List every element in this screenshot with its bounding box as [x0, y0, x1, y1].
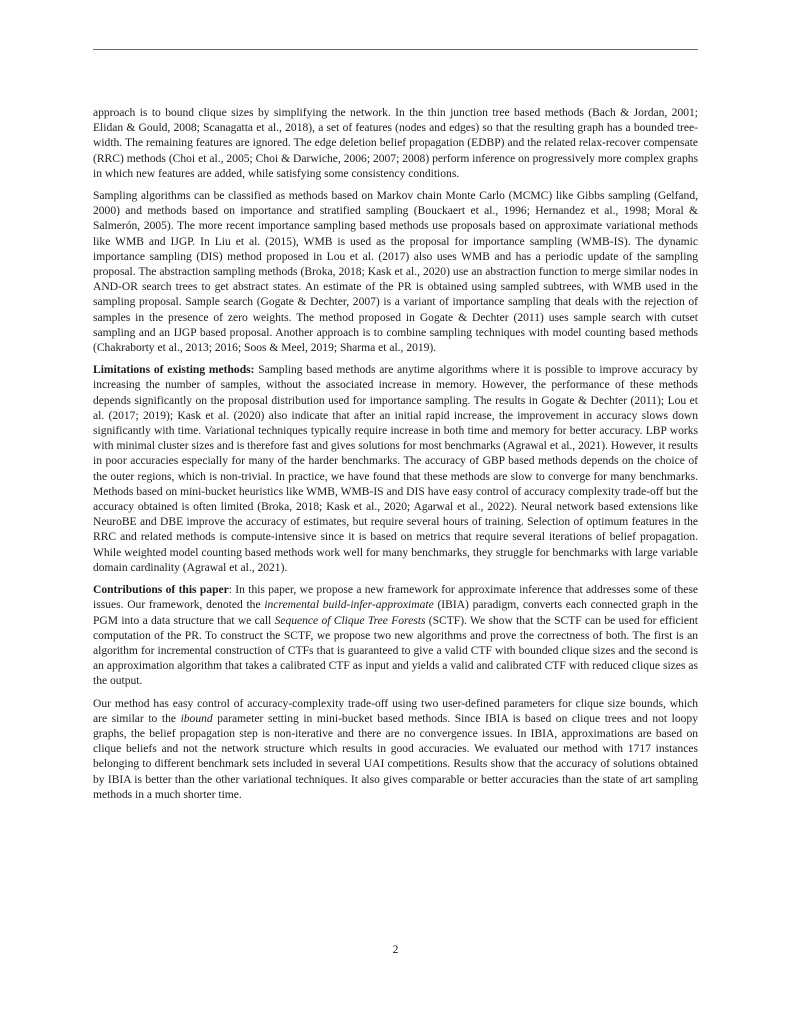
- paragraph-text: (IBIA) paradigm, converts each connected graph in the PGM into a data structure that we call: [93, 599, 698, 627]
- paragraph-text: (SCTF). We show that the SCTF can be used for efficient computation of the PR. To construct the SCTF, we propose two new algorithms and prove the correctness of both. The first is an algorithm for incremental construction of CTFs that is guaranteed to give a valid CTF with bounded clique sizes and the second is an approximation algorithm that takes a calibrated CTF as input and yields a valid and calibrated CTF with reduced clique sizes as the output.: [93, 614, 698, 688]
- paragraph-text: parameter setting in mini-bucket based methods. Since IBIA is based on clique trees and not loopy graphs, the belief propagation step is non-iterative and there are no convergence issues. In IBIA, approximations are based on clique beliefs and not the network structure which results in good accuracies. We evaluated our method with 1717 instances belonging to different benchmark sets included in several UAI competitions. Results show that the accuracy of solutions obtained by IBIA is better than the other variational techniques. It also gives comparable or better accuracies than the state of art sampling methods in a much shorter time.: [93, 712, 698, 801]
- paragraph-text: approach is to bound clique sizes by simplifying the network. In the thin junction tree based methods (Bach & Jordan, 2001; Elidan & Gould, 2008; Scanagatta et al., 2018), a set of features (nodes and edges) so that the resulting graph has a bounded tree-width. The remaining features are ignored. The edge deletion belief propagation (EDBP) and the related relax-recover compensate (RRC) methods (Choi et al., 2005; Choi & Darwiche, 2006; 2007; 2008) perform inference on progressively more complex graphs in which new features are added, while satisfying some consistency conditions.: [93, 107, 698, 180]
- paragraph-contributions: [93, 583, 698, 689]
- paragraph-text: Sampling based methods are anytime algorithms where it is possible to improve accuracy by increasing the number of samples, without the associated increase in memory. However, the performance of these methods depends significantly on the proposal distribution used for importance sampling. The results in Gogate & Dechter (2011); Lou et al. (2017; 2019); Kask et al. (2020) also indicate that after an initial rapid increase, the improvement in accuracy slows down significantly with time. Variational techniques typically require increase in both time and memory for better accuracy. LBP works with minimal cluster sizes and is therefore fast and gives solutions for most benchmarks (Agrawal et al., 2021). However, it results in poor accuracies especially for many of the harder benchmarks. The accuracy of GBP based methods depends on the choice of the outer regions, which is non-trivial. In practice, we have found that these methods are slow to converge for many benchmarks. Methods based on mini-bucket heuristics like WMB, WMB-IS and DIS have easy control of accuracy complexity trade-off but the accuracy obtained is often limited (Broka, 2018; Kask et al., 2020; Agarwal et al., 2022). Neural network based extensions like NeuroBE and DBE improve the accuracy of estimates, but require several hours of training. Selection of optimum features in the RRC and related methods is compute-intensive since it is based on metrics that require several iterations of belief propagation. While weighted model counting based methods work well for many benchmarks, they struggle for benchmarks with large variable domain cardinality (Agrawal et al., 2021).: [93, 364, 699, 574]
- paragraph-heading-contributions: Contributions of this paper: [93, 584, 229, 597]
- paragraph-sampling-algorithms: [93, 189, 698, 356]
- paragraph-method-summary: [93, 697, 698, 803]
- paragraph-text: Our method has easy control of accuracy-complexity trade-off using two user-defined parameters for clique size bounds, which are similar to the: [93, 697, 698, 725]
- term-sctf: Sequence of Clique Tree Forests: [274, 614, 426, 627]
- term-ibound: ibound: [180, 712, 213, 725]
- paragraph-text: : In this paper, we propose a new framework for approximate inference that addresses some of these issues. Our framework, denoted the: [93, 584, 699, 612]
- paragraph-approximation-intro: [93, 106, 698, 182]
- paragraph-text: Sampling algorithms can be classified as methods based on Markov chain Monte Carlo (MCMC) like Gibbs sampling (Gelfand, 2000) and methods based on importance and stratified sampling (Bouckaert et al., 1996; Hernandez et al., 1998; Moral & Salmerón, 2005). The more recent importance sampling based methods use proposals based on approximate variational methods like WMB and IJGP. In Liu et al. (2015), WMB is used as the proposal for importance sampling (WMB-IS). The dynamic importance sampling (DIS) method proposed in Lou et al. (2017) also uses WMB and has a periodic update of the sampling proposal. The abstraction sampling methods (Broka, 2018; Kask et al., 2020) use an abstraction function to merge similar nodes in AND-OR search trees to get abstract states. An estimate of the PR is obtained using sampled subtrees, with WMB used in the sampling proposal. Sample search (Gogate & Dechter, 2007) is a variant of importance sampling that deals with the rejection of samples in the presence of zero weights. The method proposed in Gogate & Dechter (2011) uses sample search with cutset sampling and an IJGP based proposal. Another approach is to combine sampling techniques with model counting based methods (Chakraborty et al., 2013; 2016; Soos & Meel, 2019; Sharma et al., 2019).: [93, 190, 698, 355]
- term-ibia: incremental build-infer-approximate: [264, 599, 434, 612]
- paragraph-heading-limitations: Limitations of existing methods:: [93, 364, 255, 377]
- page-body: [93, 106, 698, 810]
- page-number: 2: [392, 944, 399, 956]
- header-rule: [93, 49, 698, 50]
- paragraph-limitations: [93, 363, 698, 576]
